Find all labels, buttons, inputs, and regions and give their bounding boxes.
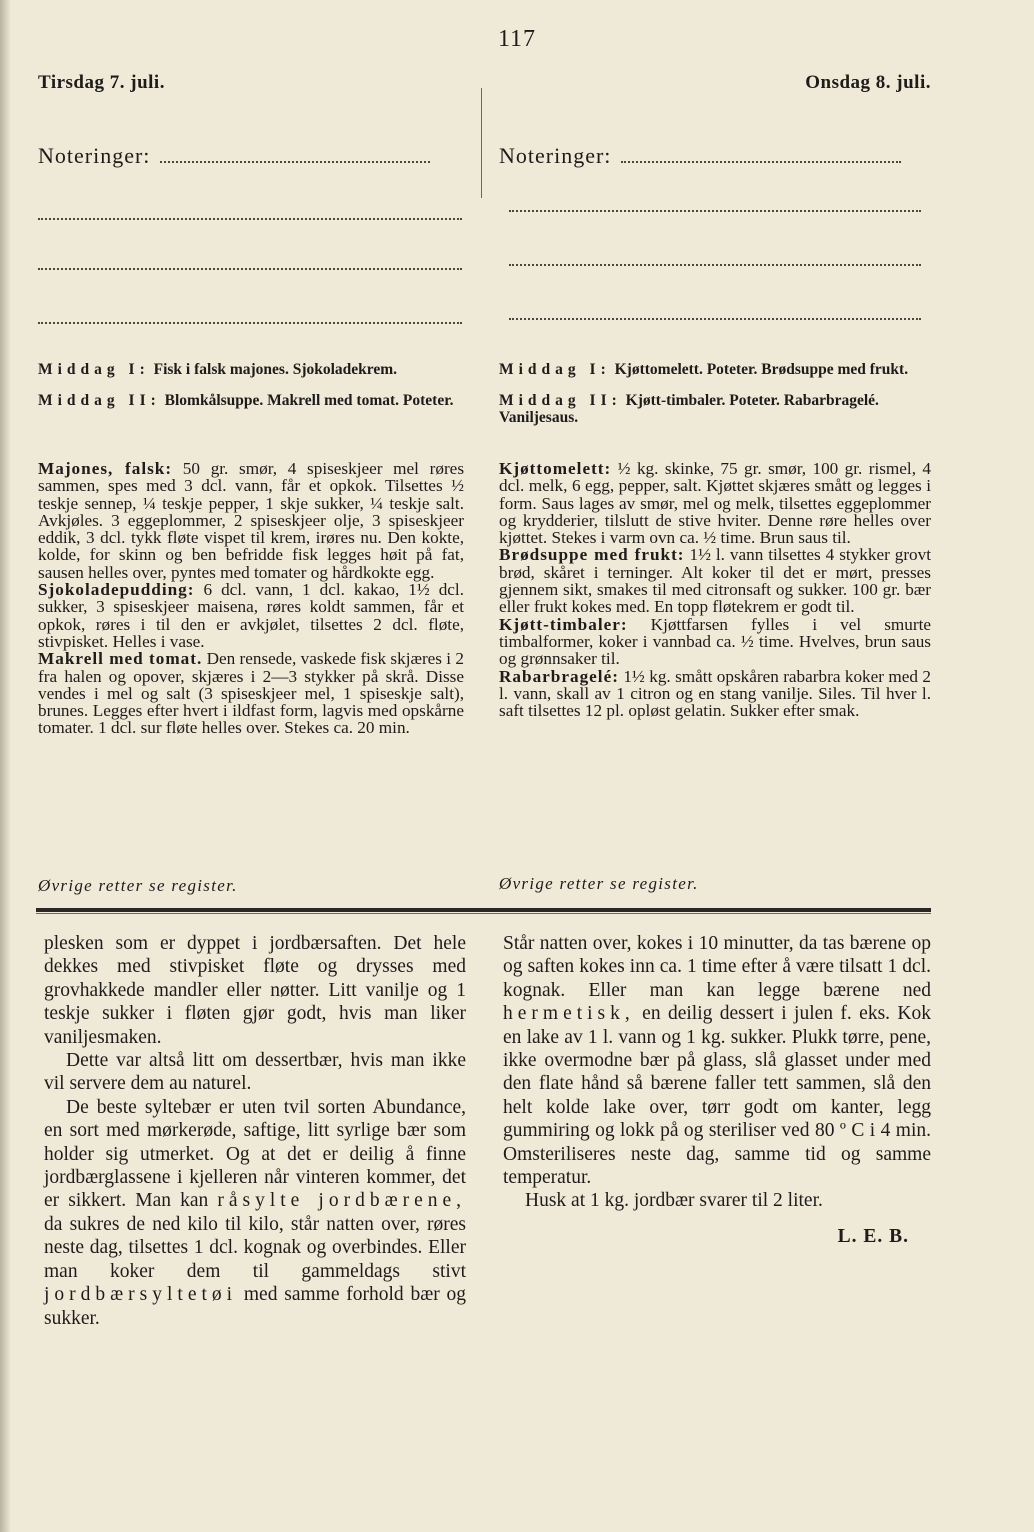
recipe-name: Makrell med tomat. xyxy=(38,649,203,669)
notes-label: Noteringer: xyxy=(499,143,612,168)
day-heading-tuesday: Tirsdag 7. juli. xyxy=(38,72,165,93)
middag-2-prefix: Middag II: xyxy=(499,392,622,409)
middag-2-text: Kjøtt-timbaler. Poteter. Rabarbragelé. Vaniljesaus. xyxy=(499,392,879,426)
page-edge xyxy=(0,0,10,1532)
recipe-text: Kjøttfarsen fylles i vel smurte timbalformer, koker i vannbad ca. ½ time. Hvelves, brun saus og grønnsaker til. xyxy=(499,614,932,669)
recipe-paragraph xyxy=(38,581,464,650)
middag-2-prefix: Middag II: xyxy=(38,392,161,409)
recipe-paragraph xyxy=(499,668,931,720)
dinner-menu-left xyxy=(38,361,464,423)
recipe-name: Majones, falsk: xyxy=(38,459,173,478)
recipe-paragraph xyxy=(38,650,464,736)
recipe-name: Kjøttomelett: xyxy=(499,459,612,478)
recipe-name: Kjøtt-timbaler: xyxy=(499,614,628,634)
article-right-column xyxy=(503,932,931,1248)
notes-dotted-line xyxy=(38,322,462,324)
recipes-right xyxy=(499,460,931,719)
notes-dotted-line xyxy=(509,210,921,212)
notes-line-right xyxy=(499,143,931,169)
article-paragraph xyxy=(503,932,931,1189)
recipe-paragraph xyxy=(499,616,931,668)
article-paragraph xyxy=(44,1096,466,1330)
section-divider-thin xyxy=(36,913,931,914)
notes-dotted-line xyxy=(509,318,921,320)
ovrige-retter-right: Øvrige retter se register. xyxy=(499,874,699,893)
middag-2-left xyxy=(38,392,464,409)
recipes-left xyxy=(38,460,464,737)
middag-1-text: Fisk i falsk majones. Sjokoladekrem. xyxy=(153,361,398,378)
article-text: Står natten over, kokes i 10 minutter, da tas bærene op og saften kokes inn ca. 1 time efter å være tilsatt 1 dcl. kognak. Eller man kan legge bærene ned xyxy=(503,933,931,1001)
day-heading-wednesday: Onsdag 8. juli. xyxy=(805,72,931,93)
recipe-text: 1½ l. vann tilsettes 4 stykker grovt brød, skåret i terninger. Alt koker til det er mørt, presses gjennem sikt, smakes til med citronsaft og sukker. 100 gr. bær eller frukt kokes med. En topp fløtekrem er godt til. xyxy=(499,545,932,617)
recipe-name: Rabarbragelé: xyxy=(499,666,619,686)
recipe-name: Brødsuppe med frukt: xyxy=(499,545,685,565)
recipe-text: Den rensede, vaskede fisk skjæres i 2 fra halen og opover, skjæres i 2—3 stykker på skrå. Disse vendes i mel og salt (3 spiseskjeer mel, 1 spiseskje salt), brunes. Legges efter hvert i ildfast form, lagvis med opskårne tomater. 1 dcl. sur fløte helles over. Stekes ca. 20 min. xyxy=(38,649,464,738)
article-paragraph: Dette var altså litt om dessertbær, hvis man ikke vil servere dem au naturel. xyxy=(44,1050,466,1095)
section-divider xyxy=(36,908,931,912)
recipe-text: ½ kg. skinke, 75 gr. smør, 100 gr. rismel, 4 dcl. melk, 6 egg, pepper, salt. Kjøttet skjæres smått og legges i form. Saus lages av smør, mel og melk, tilsettes eggeplommer og krydderier, tilslutt de stive hviter. Denne røre helles over kjøttet. Stekes i varm ovn ca. ½ time. Brun saus til. xyxy=(499,459,931,548)
article-paragraph: Husk at 1 kg. jordbær svarer til 2 liter. xyxy=(525,1190,823,1212)
notes-dotted-line xyxy=(38,268,462,270)
middag-1-text: Kjøttomelett. Poteter. Brødsuppe med frukt. xyxy=(614,361,909,378)
article-text: De beste syltebær er uten tvil sorten Abundance, en sort med mørkerøde, saftige, litt syrlige bær som holder sig utmerket. Og at det er deilig å finne jordbærglassene i kjelleren når vinteren kommer, det er sikkert. Man kan xyxy=(44,1096,466,1212)
emphasized-text: råsylte jordbærene, xyxy=(217,1190,467,1212)
recipe-text: 6 dcl. vann, 1 dcl. kakao, 1½ dcl. sukker, 3 spiseskjeer maisena, røres koldt sammen, får et opkok, røres i til den er avkjølet, tilsettes 2 dcl. fløte, stivpisket. Helles i vase. xyxy=(38,580,464,651)
emphasized-text: jordbærsyltetøi xyxy=(44,1284,238,1306)
recipe-paragraph xyxy=(499,460,931,546)
emphasized-text: hermetisk, xyxy=(503,1003,635,1025)
recipe-text: 1½ kg. smått opskåren rabarbra koker med 2 l. vann, skall av 1 citron og en stang vanilje. Siles. Til hver l. saft tilsettes 12 pl. opløst gelatin. Sukker efter smak. xyxy=(499,666,931,721)
article-text: med samme forhold bær og sukker. xyxy=(44,1284,466,1329)
article-text: da sukres de ned kilo til kilo, står natten over, røres neste dag, tilsettes 1 dcl. kognak og overbindes. Eller man koker dem til gammeldags stivt xyxy=(44,1213,466,1282)
article-text: en deilig dessert i julen f. eks. Kok en lake av 1 l. vann og 1 kg. sukker. Plukk tørre, pene, ikke overmodne bær på glass, slå glasset under med den flate hånd så bærene faller tett sammen, slå den helt kolde lake over, tørr godt om kanter, legg gummiring og lokk på og steriliser ved 80 º C i 4 min. Omsteriliseres neste dag, samme tid og samme temperatur. xyxy=(503,1003,932,1189)
notes-dots xyxy=(621,147,901,163)
author-signature: L. E. B. xyxy=(837,1225,909,1247)
article-left-column xyxy=(44,932,466,1330)
middag-1-prefix: Middag I: xyxy=(38,361,150,378)
article-paragraph: plesken som er dyppet i jordbærsaften. Det hele dekkes med stivpisket fløte og drysses med grovhakkede mandler eller nøtter. Litt vanilje og 1 teskje sukker i fløten gjør godt, hvis man liker vaniljesmaken. xyxy=(44,933,466,1048)
notes-label: Noteringer: xyxy=(38,143,151,168)
page-number: 117 xyxy=(497,26,537,52)
middag-1-left xyxy=(38,361,464,378)
recipe-paragraph xyxy=(38,460,464,581)
notes-line-left xyxy=(38,143,464,169)
column-divider xyxy=(481,88,482,198)
dinner-menu-right xyxy=(499,361,931,440)
notes-dotted-line xyxy=(509,264,921,266)
notes-dotted-line xyxy=(38,218,462,220)
recipe-name: Sjokoladepudding: xyxy=(38,580,195,600)
ovrige-retter-left: Øvrige retter se register. xyxy=(38,876,238,895)
notes-dots xyxy=(160,147,430,163)
recipe-paragraph xyxy=(499,546,931,615)
middag-1-right xyxy=(499,361,931,378)
recipe-text: 50 gr. smør, 4 spiseskjeer mel røres sammen, spes med 3 dcl. vann, får et opkok. Tilsettes ½ teskje sennep, ¼ teskje pepper, 1 skje sukker, ¼ teskje salt. Avkjøles. 3 eggeplommer, 2 spiseskjeer olje, 3 spiseskjeer eddik, 3 dcl. tykk fløte vispet til krem, irøres nu. Den kokte, kolde, for skinn og ben befridde fisk legges høit på fat, sausen helles over, pyntes med tomater og hårdkokte egg. xyxy=(38,459,465,582)
middag-1-prefix: Middag I: xyxy=(499,361,611,378)
middag-2-text: Blomkålsuppe. Makrell med tomat. Poteter. xyxy=(164,392,454,409)
middag-2-right xyxy=(499,392,931,426)
